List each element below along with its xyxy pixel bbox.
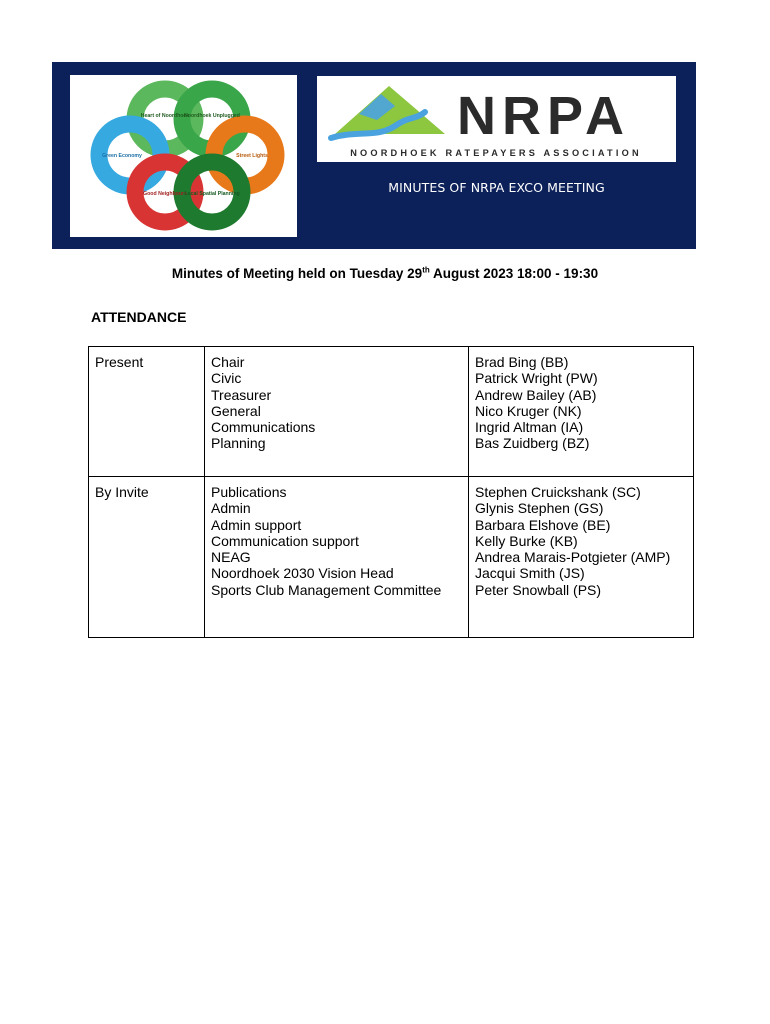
group-label: By Invite bbox=[95, 484, 149, 500]
group-label: Present bbox=[95, 354, 144, 370]
roles-cell bbox=[205, 477, 469, 638]
role-item: Planning bbox=[211, 435, 266, 452]
name-item: Glynis Stephen (GS) bbox=[475, 500, 604, 517]
name-item: Barbara Elshove (BE) bbox=[475, 516, 611, 533]
name-item: Peter Snowball (PS) bbox=[475, 581, 602, 598]
meeting-date-sup: th bbox=[422, 265, 430, 275]
meeting-date-suffix: August 2023 18:00 - 19:30 bbox=[429, 266, 599, 281]
group-cell bbox=[89, 347, 205, 477]
table-row bbox=[89, 347, 694, 477]
role-item: Noordhoek 2030 Vision Head bbox=[211, 565, 394, 582]
attendance-table bbox=[88, 346, 694, 638]
role-item: Treasurer bbox=[211, 386, 272, 403]
role-item: Admin support bbox=[211, 516, 302, 533]
role-item: Admin bbox=[211, 500, 251, 517]
attendance-heading: ATTENDANCE bbox=[91, 309, 187, 325]
ring-label: Good Neighbours bbox=[143, 191, 187, 197]
logo-wordmark: NRPA bbox=[457, 86, 631, 146]
ring-label: Heart of Noordhoek bbox=[140, 113, 190, 119]
role-item: NEAG bbox=[211, 549, 251, 566]
name-item: Brad Bing (BB) bbox=[475, 354, 569, 370]
roles-cell bbox=[205, 347, 469, 477]
table-row bbox=[89, 477, 694, 638]
names-cell bbox=[469, 347, 694, 477]
nrpa-logo bbox=[317, 76, 676, 162]
role-item: General bbox=[211, 402, 261, 419]
rings-graphic bbox=[70, 75, 297, 237]
role-item: Chair bbox=[211, 354, 245, 370]
header-banner bbox=[52, 62, 696, 249]
role-item: Communication support bbox=[211, 532, 359, 549]
names-cell bbox=[469, 477, 694, 638]
group-cell bbox=[89, 477, 205, 638]
rings-illustration bbox=[70, 75, 297, 237]
meeting-date-prefix: Minutes of Meeting held on Tuesday 29 bbox=[171, 266, 423, 281]
name-item: Nico Kruger (NK) bbox=[475, 402, 582, 419]
ring-label: Street Lights bbox=[236, 153, 268, 159]
name-item: Andrew Bailey (AB) bbox=[475, 386, 597, 403]
meeting-date-line bbox=[0, 266, 770, 281]
name-item: Patrick Wright (PW) bbox=[475, 370, 598, 387]
ring-label: Local Spatial Planning bbox=[184, 191, 240, 197]
role-item: Publications bbox=[211, 484, 287, 500]
role-item: Communications bbox=[211, 419, 316, 436]
logo-tagline: NOORDHOEK RATEPAYERS ASSOCIATION bbox=[350, 148, 642, 158]
ring-label: Noordhoek Unplugged bbox=[184, 113, 240, 119]
role-item: Civic bbox=[211, 370, 242, 387]
name-item: Ingrid Altman (IA) bbox=[475, 419, 584, 436]
name-item: Bas Zuidberg (BZ) bbox=[475, 435, 590, 452]
ring-label: Green Economy bbox=[102, 153, 142, 159]
banner-title: MINUTES OF NRPA EXCO MEETING bbox=[388, 180, 605, 195]
nrpa-logo-graphic bbox=[317, 76, 676, 162]
name-item: Jacqui Smith (JS) bbox=[475, 565, 585, 582]
name-item: Kelly Burke (KB) bbox=[475, 532, 578, 549]
role-item: Sports Club Management Committee bbox=[211, 581, 442, 598]
name-item: Stephen Cruickshank (SC) bbox=[475, 484, 641, 500]
name-item: Andrea Marais-Potgieter (AMP) bbox=[475, 549, 671, 566]
